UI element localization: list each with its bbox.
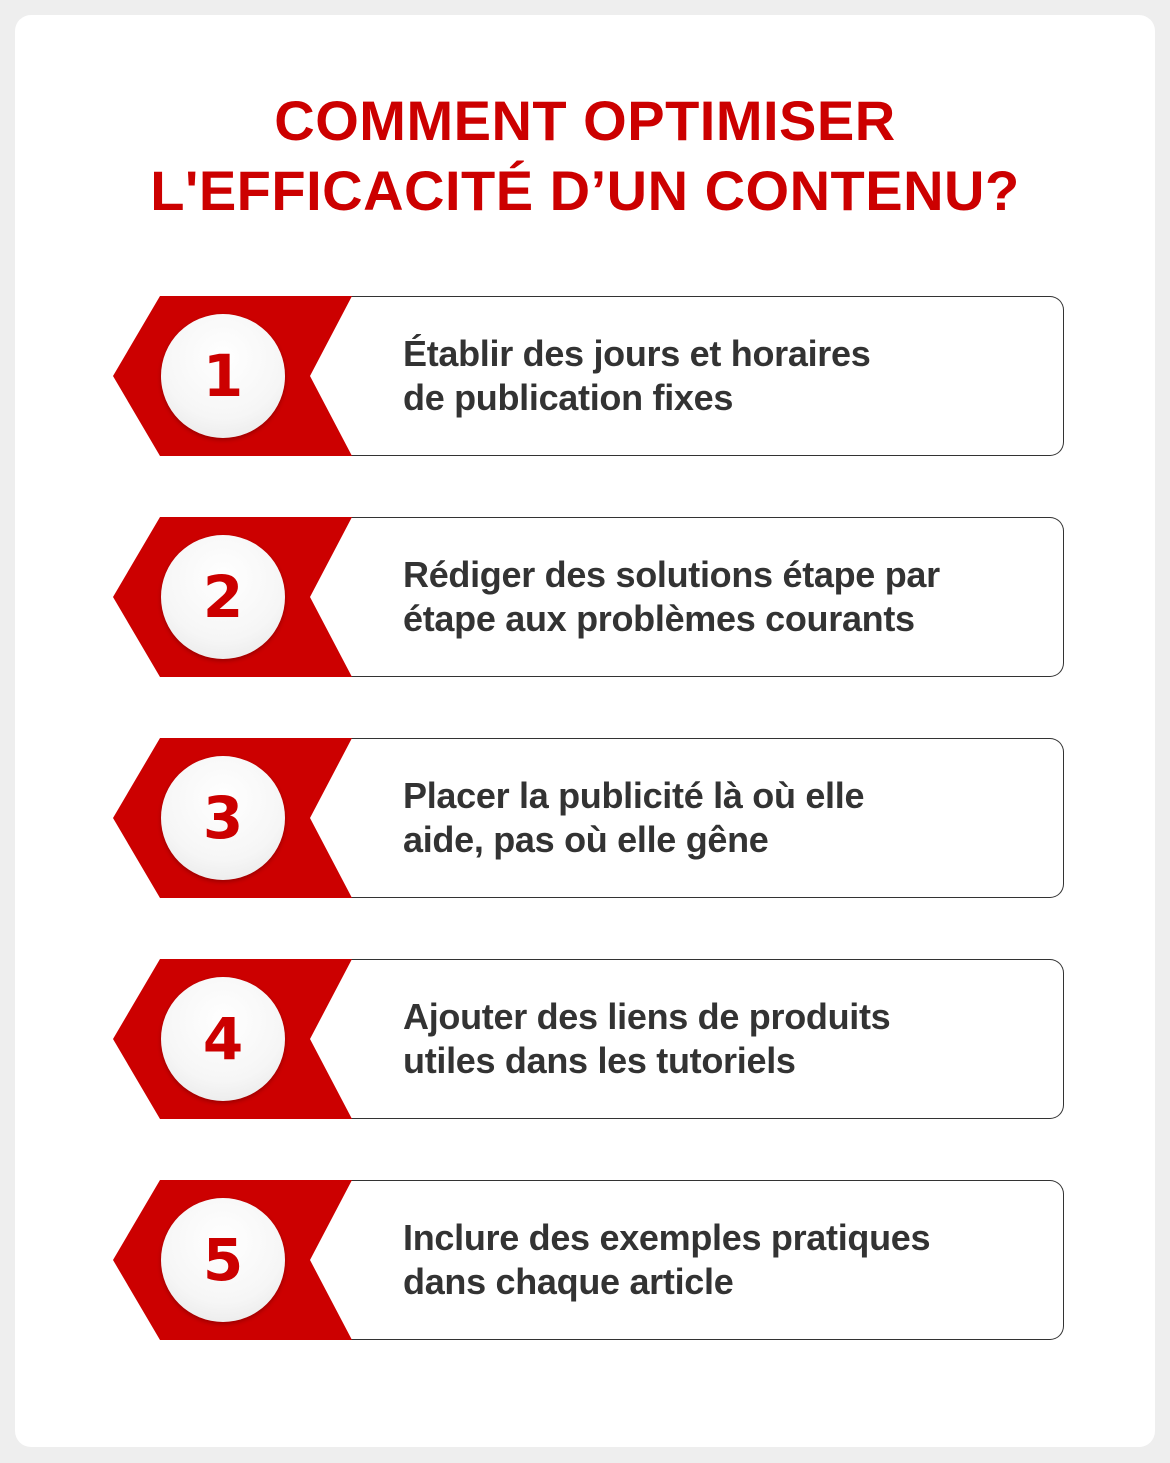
step-text-line-1: Placer la publicité là où elle (403, 775, 865, 816)
step-text-line-2: aide, pas où elle gêne (403, 819, 769, 860)
step-number-badge: 3 (161, 756, 285, 880)
step-text (403, 995, 1043, 1083)
step-number-badge: 4 (161, 977, 285, 1101)
step-number-badge: 5 (161, 1198, 285, 1322)
step-number-badge: 1 (161, 314, 285, 438)
step-text (403, 774, 1043, 862)
title-line-1: COMMENT OPTIMISER (274, 89, 896, 152)
title-line-2: L'EFFICACITÉ D’UN CONTENU? (150, 159, 1020, 222)
step-item-1 (113, 296, 1065, 456)
step-text-line-1: Inclure des exemples pratiques (403, 1217, 931, 1258)
step-text (403, 332, 1043, 420)
step-text-line-1: Ajouter des liens de produits (403, 996, 891, 1037)
step-text-line-1: Rédiger des solutions étape par (403, 554, 940, 595)
step-item-2 (113, 517, 1065, 677)
step-text (403, 1216, 1043, 1304)
step-text-line-2: dans chaque article (403, 1261, 734, 1302)
step-text (403, 553, 1043, 641)
step-number-badge: 2 (161, 535, 285, 659)
step-item-4 (113, 959, 1065, 1119)
step-text-line-2: de publication fixes (403, 377, 734, 418)
step-item-5 (113, 1180, 1065, 1340)
step-text-line-1: Établir des jours et horaires (403, 333, 871, 374)
page-title (0, 86, 1170, 226)
step-item-3 (113, 738, 1065, 898)
step-text-line-2: utiles dans les tutoriels (403, 1040, 796, 1081)
step-text-line-2: étape aux problèmes courants (403, 598, 915, 639)
